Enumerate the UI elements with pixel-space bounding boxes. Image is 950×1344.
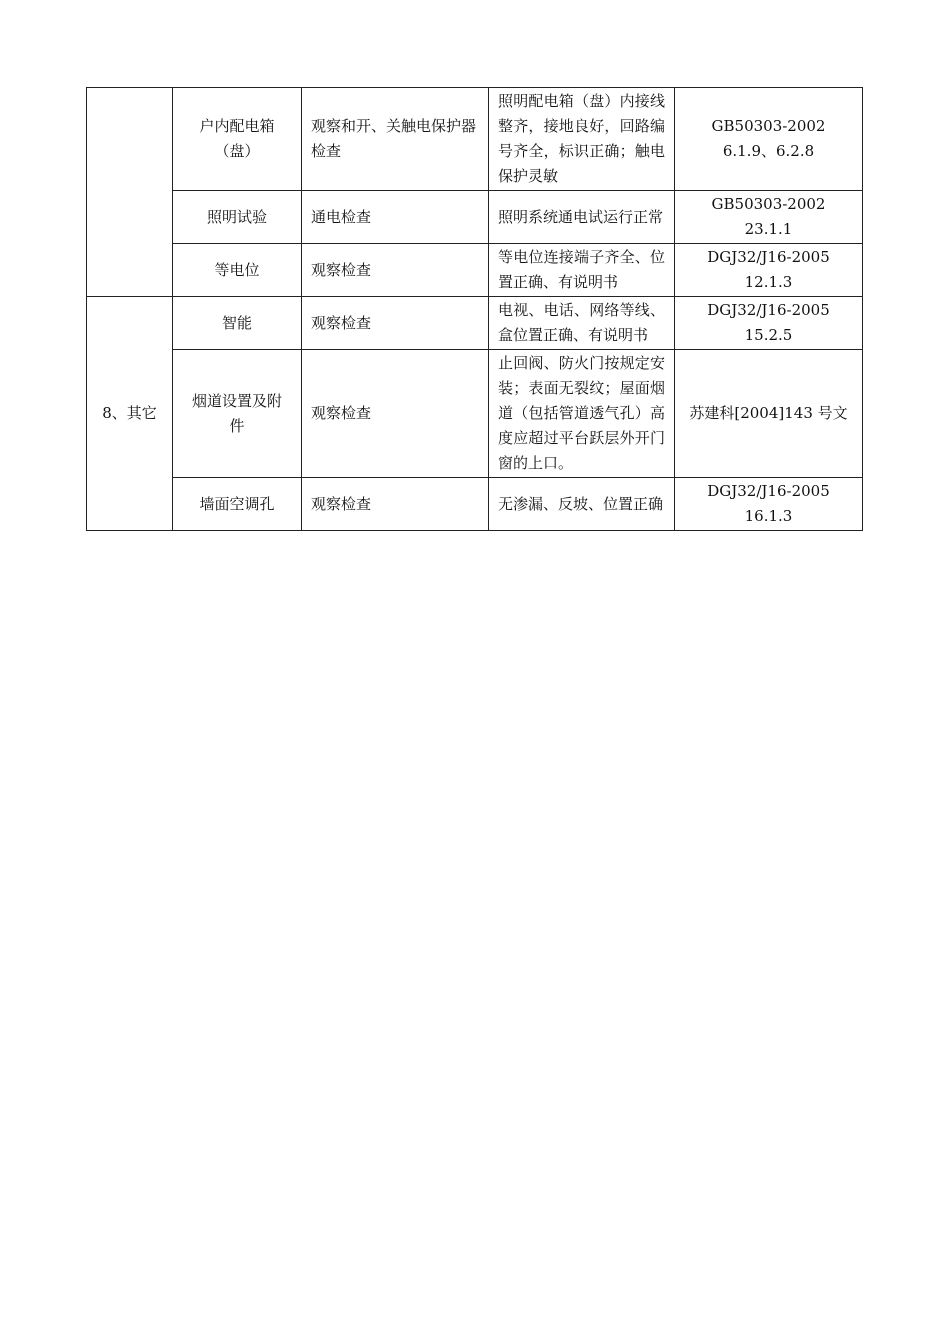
item-cell — [173, 244, 302, 297]
standard-cell — [675, 478, 863, 531]
requirement-cell: 止回阀、防火门按规定安装；表面无裂纹；屋面烟道（包括管道透气孔）高度应超过平台跃层外开门窗的上口。 — [489, 350, 675, 478]
requirement-cell: 无渗漏、反坡、位置正确 — [489, 478, 675, 531]
table-row — [87, 191, 863, 244]
standard-text: DGJ32/J16-2005 — [707, 248, 830, 266]
requirement-cell: 照明配电箱（盘）内接线整齐，接地良好，回路编号齐全，标识正确；触电保护灵敏 — [489, 88, 675, 191]
standard-cell — [675, 297, 863, 350]
method-cell: 观察和开、关触电保护器检查 — [302, 88, 489, 191]
table-row — [87, 244, 863, 297]
item-text: （盘） — [214, 142, 260, 160]
item-cell — [173, 88, 302, 191]
method-cell: 观察检查 — [302, 350, 489, 478]
inspection-table — [86, 87, 863, 531]
table-row — [87, 297, 863, 350]
item-text: 件 — [229, 416, 245, 435]
standard-text: 6.1.9、6.2.8 — [722, 142, 815, 160]
standard-text: 12.1.3 — [744, 273, 793, 291]
standard-text: GB50303-2002 — [711, 195, 826, 213]
standard-text: DGJ32/J16-2005 — [707, 482, 830, 500]
item-text: 智能 — [221, 313, 252, 332]
item-text: 户内配电箱 — [199, 117, 275, 135]
standard-cell — [675, 88, 863, 191]
document-page — [86, 87, 863, 531]
standard-cell — [675, 191, 863, 244]
standard-text: DGJ32/J16-2005 — [707, 301, 830, 319]
standard-text: 15.2.5 — [744, 326, 793, 344]
standard-text: 23.1.1 — [744, 220, 793, 238]
standard-text: 苏建科[2004]143 号文 — [689, 404, 848, 422]
item-cell — [173, 478, 302, 531]
item-text: 烟道设置及附 — [191, 391, 282, 410]
method-cell: 观察检查 — [302, 297, 489, 350]
requirement-cell: 电视、电话、网络等线、盒位置正确、有说明书 — [489, 297, 675, 350]
table-row — [87, 478, 863, 531]
requirement-cell: 照明系统通电试运行正常 — [489, 191, 675, 244]
standard-cell — [675, 244, 863, 297]
item-cell — [173, 297, 302, 350]
item-cell — [173, 191, 302, 244]
item-text: 照明试验 — [206, 207, 267, 226]
method-cell: 观察检查 — [302, 478, 489, 531]
item-text: 等电位 — [214, 260, 260, 279]
requirement-cell: 等电位连接端子齐全、位置正确、有说明书 — [489, 244, 675, 297]
category-cell-empty — [87, 88, 173, 297]
method-cell: 观察检查 — [302, 244, 489, 297]
item-text: 墙面空调孔 — [199, 494, 275, 513]
standard-text: GB50303-2002 — [711, 117, 826, 135]
item-cell — [173, 350, 302, 478]
standard-cell — [675, 350, 863, 478]
category-cell: 8、其它 — [87, 297, 173, 531]
method-cell: 通电检查 — [302, 191, 489, 244]
table-row — [87, 88, 863, 191]
table-row — [87, 350, 863, 478]
standard-text: 16.1.3 — [744, 507, 793, 525]
